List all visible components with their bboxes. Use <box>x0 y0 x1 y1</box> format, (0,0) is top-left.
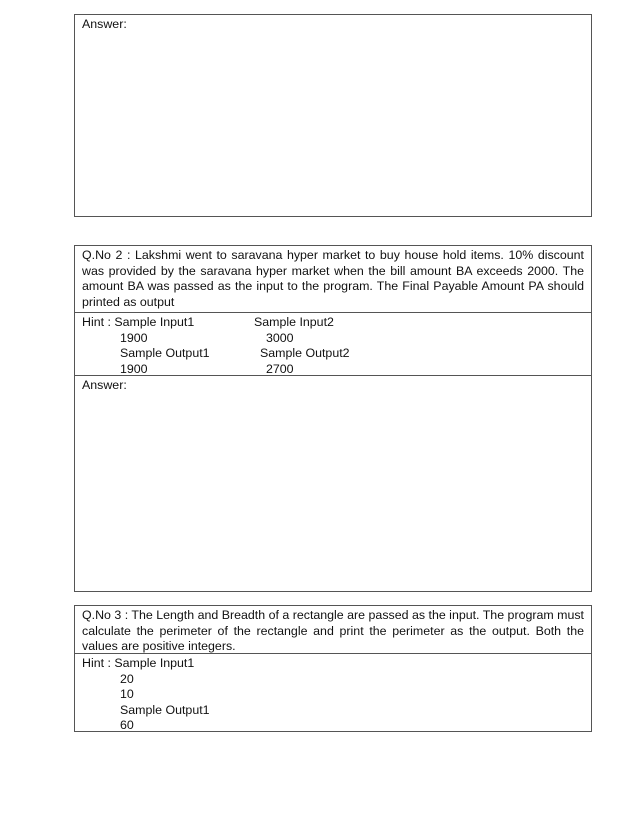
question-2-body: Q.No 2 : Lakshmi went to saravana hyper market to buy house hold items. 10% discount was provided by the saravana hyper market when the bill amount BA exceeds 2000. The amount BA was passed as the input to the program. The Final Payable Amount PA should printed as output <box>82 248 584 309</box>
sample-output2-label: Sample Output2 <box>260 346 350 360</box>
hint-row-1 <box>82 315 584 331</box>
answer-label: Answer: <box>82 378 127 392</box>
hint-row-5 <box>82 718 584 734</box>
sample-output1-label: Sample Output1 <box>120 702 210 717</box>
sample-input1-value: 1900 <box>120 330 148 345</box>
question-text-3 <box>75 606 591 653</box>
answer-area-1 <box>75 15 591 216</box>
question-box-2 <box>74 245 592 592</box>
hint-section-2 <box>75 312 591 375</box>
hint-row-2 <box>82 672 584 688</box>
hint-row-4 <box>82 703 584 719</box>
sample-input1-value-a: 20 <box>120 671 134 686</box>
sample-output1-value: 60 <box>120 718 134 732</box>
question-box-3 <box>74 605 592 732</box>
question-3-body: Q.No 3 : The Length and Breadth of a rectangle are passed as the input. The program must calculate the perimeter of the rectangle and print the perimeter as the output. Both the values are positive integers. <box>82 608 584 653</box>
hint-row-3 <box>82 687 584 703</box>
sample-output1-value: 1900 <box>120 361 148 376</box>
hint-section-3 <box>75 653 591 731</box>
sample-input2-value: 3000 <box>266 330 294 345</box>
sample-output1-label: Sample Output1 <box>120 346 210 360</box>
hint-row-2 <box>82 331 584 347</box>
hint-label: Hint : Sample Input1 <box>82 656 195 670</box>
sample-input1-value-b: 10 <box>120 687 134 701</box>
answer-area-2 <box>75 375 591 591</box>
hint-row-3 <box>82 346 584 362</box>
hint-label: Hint : Sample Input1 <box>82 315 195 329</box>
sample-input2-label: Sample Input2 <box>254 315 334 329</box>
answer-box-1 <box>74 14 592 217</box>
question-text-2 <box>75 246 591 312</box>
answer-label: Answer: <box>82 17 127 31</box>
sample-output2-value: 2700 <box>266 361 294 376</box>
hint-row-1 <box>82 656 584 672</box>
